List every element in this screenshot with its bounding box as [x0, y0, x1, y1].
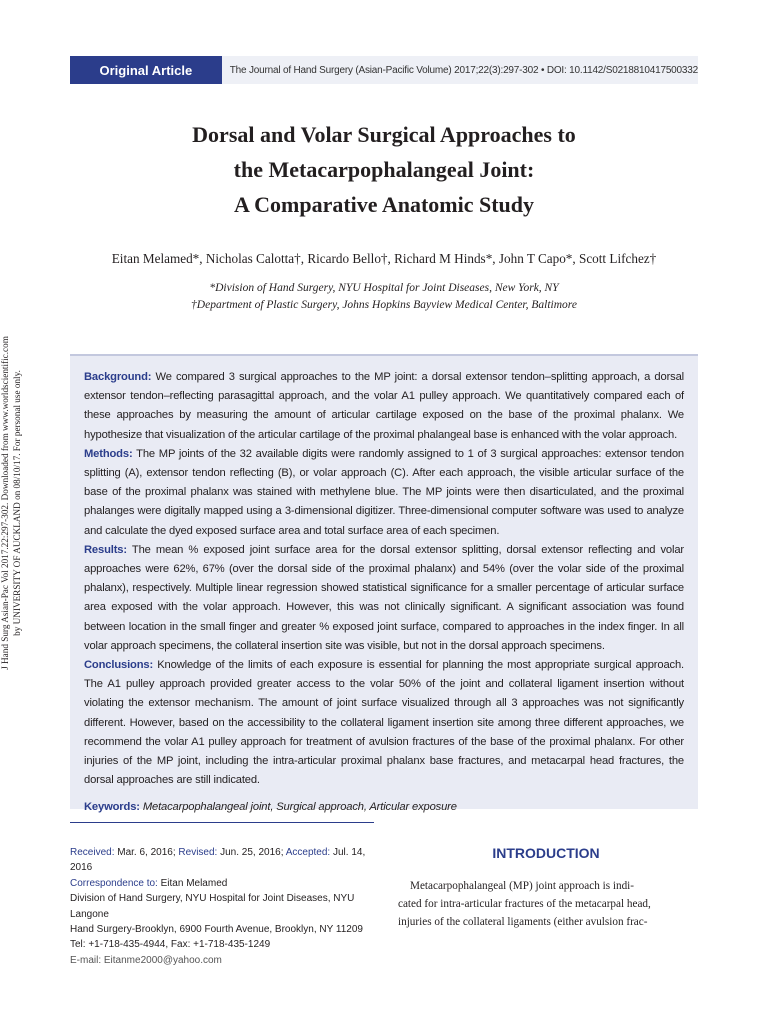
dates-line [70, 845, 390, 876]
journal-citation: The Journal of Hand Surgery (Asian-Pacific Volume) 2017;22(3):297-302 • DOI: 10.1142/S0218810417500332 [229, 64, 698, 76]
abstract-background [84, 368, 684, 445]
keywords-text: Metacarpophalangeal joint, Surgical approach, Articular exposure [142, 801, 457, 814]
article-type-badge: Original Article [70, 56, 222, 84]
author-list: Eitan Melamed*, Nicholas Calotta†, Ricardo Bello†, Richard M Hinds*, John T Capo*, Scott Lifchez† [111, 251, 657, 266]
section-label: Background: [84, 371, 152, 383]
article-footnote [70, 845, 390, 968]
intro-line: Metacarpophalangeal (MP) joint approach is indi- [410, 880, 634, 892]
watermark-line: by UNIVERSITY OF AUCKLAND on 08/10/17. For personal use only. [12, 370, 22, 636]
title-line: the Metacarpophalangeal Joint: [233, 157, 535, 182]
correspondence-name: Eitan Melamed [160, 877, 228, 889]
footnote-divider [70, 822, 374, 823]
introduction-text [398, 877, 696, 931]
title-line: A Comparative Anatomic Study [233, 192, 535, 217]
journal-header [70, 56, 698, 84]
intro-line: cated for intra-articular fractures of the metacarpal head, [398, 898, 651, 910]
download-watermark [0, 273, 25, 733]
abstract-box [70, 354, 698, 814]
section-text: We compared 3 surgical approaches to the MP joint: a dorsal extensor tendon–splitting approach, a dorsal extensor tendon–reflecting parasagittal approach, and the volar A1 pulley approach. We quantitatively compared each of these approaches by measuring the amount of articular cartilage exposed on the base of the proximal phalanx. We hypothesize that visualization of the articular cartilage of the proximal phalangeal base is enhanced with the volar approach. [84, 371, 684, 441]
phone-fax: Tel: +1-718-435-4944, Fax: +1-718-435-1249 [70, 939, 271, 951]
correspondence-line [70, 876, 390, 891]
section-label: Keywords: [84, 801, 140, 814]
section-label: Results: [84, 543, 127, 556]
abstract-keywords [84, 798, 684, 817]
email-link[interactable]: E-mail: Eitanme2000@yahoo.com [70, 954, 222, 966]
correspondence-label: Correspondence to: [70, 877, 158, 889]
intro-line: injuries of the collateral ligaments (either avulsion frac- [398, 916, 648, 928]
address-line: Hand Surgery-Brooklyn, 6900 Fourth Avenue, Brooklyn, NY 11209 [70, 924, 363, 936]
received-date: Mar. 6, 2016; [117, 847, 176, 858]
introduction-heading: INTRODUCTION [492, 845, 600, 861]
abstract-methods [84, 445, 684, 541]
revised-label: Revised: [178, 847, 218, 858]
watermark-line: J Hand Surg Asian-Pac Vol 2017.22:297-302. Downloaded from www.worldscientific.com [0, 336, 10, 670]
affiliation: †Department of Plastic Surgery, Johns Hopkins Bayview Medical Center, Baltimore [191, 299, 577, 311]
received-label: Received: [70, 847, 115, 858]
section-label: Methods: [84, 447, 133, 460]
abstract-results [84, 541, 684, 656]
section-label: Conclusions: [84, 659, 154, 672]
article-title [60, 117, 708, 222]
accepted-date: Jul. 14, 2016 [70, 847, 366, 874]
affiliation: *Division of Hand Surgery, NYU Hospital for Joint Diseases, New York, NY [209, 282, 559, 294]
revised-date: Jun. 25, 2016; [220, 847, 284, 858]
address-line: Division of Hand Surgery, NYU Hospital for Joint Diseases, NYU Langone [70, 893, 355, 920]
section-text: The mean % exposed joint surface area for the dorsal extensor splitting, dorsal extensor reflecting and volar approaches were 62%, 67% (over the dorsal side of the proximal phalanx) and 54% (over the volar side of the proximal phalanx), respectively. Multiple linear regression showed statistical significance for a smaller percentage of articular surface area exposed with the volar approach. However, this was not clinically significant. A significant association was found between location in the small finger and greater % exposed joint surface, compared to approaches in the index finger. In all volar approach specimens, the collateral insertion site was visible, but not in the dorsal approach specimens. [84, 543, 684, 652]
accepted-label: Accepted: [285, 847, 331, 858]
abstract-conclusions [84, 656, 684, 790]
section-text: The MP joints of the 32 available digits were randomly assigned to 1 of 3 surgical approaches: extensor tendon splitting (A), extensor tendon reflecting (B), or volar approach (C). After each approach, the visible articular surface of the base of the proximal phalanx was stained with methylene blue. The MP joints were then disarticulated, and the proximal phalanges were digitally mapped using a 3-dimensional digitizer. Three-dimensional computer software was used to analyze and calculate the dyed exposed surface area and total surface area of each specimen. [84, 447, 684, 537]
title-line: Dorsal and Volar Surgical Approaches to [192, 122, 576, 147]
section-text: Knowledge of the limits of each exposure is essential for planning the most appropriate surgical approach. The A1 pulley approach provided greater access to the volar 50% of the joint and collateral ligament insertion without violating the extensor mechanism. The amount of joint surface visualized through all 3 approaches was not significantly different. However, based on the accessibility to the collateral ligament insertion site among three different approaches, we recommend the volar A1 pulley approach for treatment of avulsion fractures of the base of the proximal phalanx. For other injuries of the MP joint, including the intra-articular proximal phalanx base fractures, and metacarpal head fractures, the dorsal approaches are still indicated. [84, 659, 684, 787]
affiliations [60, 280, 708, 314]
